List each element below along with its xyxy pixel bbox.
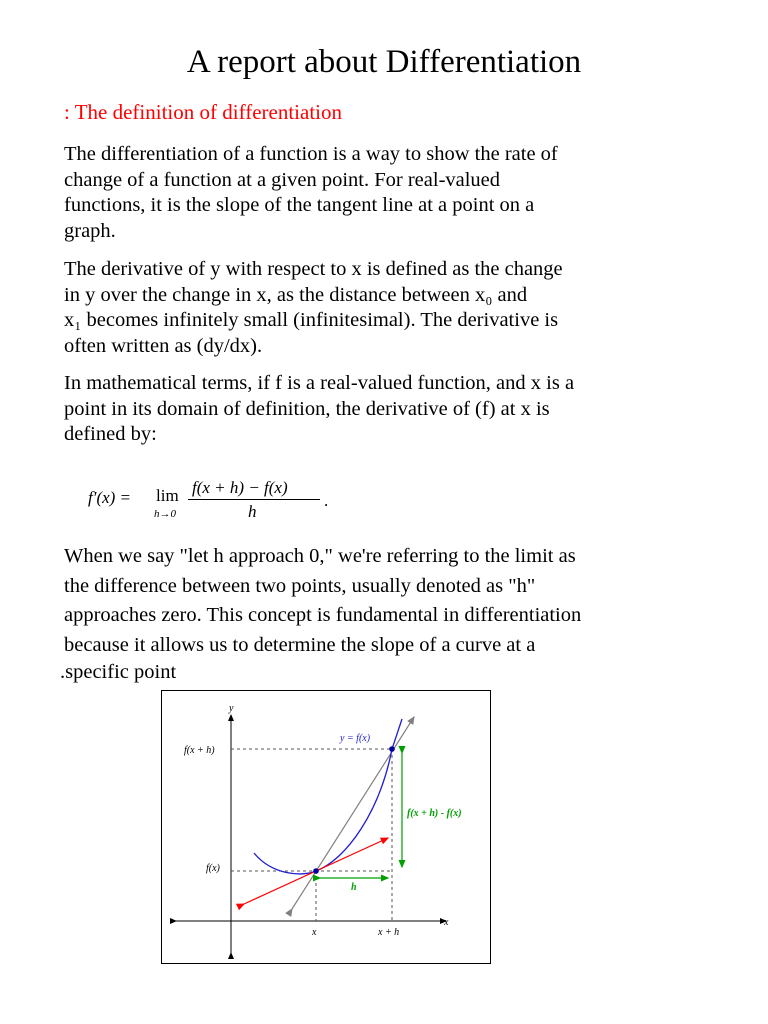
text-line: often written as (dy/dx).: [64, 334, 263, 357]
function-curve: [254, 719, 402, 874]
h-label: h: [351, 882, 357, 893]
diff-label: f(x + h) - f(x): [407, 808, 462, 819]
x-tick-label: x: [312, 927, 317, 938]
formula-lim: lim: [156, 486, 179, 505]
y-axis-label: y: [229, 703, 234, 714]
paragraph-derivative: [64, 257, 664, 359]
text-line: approaches zero. This concept is fundamental in differentiation: [64, 604, 582, 626]
point-xh: [389, 746, 395, 752]
paragraph-definition: [64, 142, 664, 244]
x-axis-label: x: [444, 917, 449, 928]
point-x: [313, 868, 319, 874]
text-line: x₁ becomes infinitely small (infinitesimal). The derivative is: [64, 309, 559, 331]
xh-tick-label: x + h: [378, 927, 400, 938]
fraction-bar: [188, 499, 320, 500]
text-line: the difference between two points, usually denoted as "h": [64, 574, 536, 597]
text-line: change of a function at a given point. For real-valued: [64, 168, 501, 191]
text-line: In mathematical terms, if f is a real-valued function, and x is a: [64, 372, 575, 394]
text-line: graph.: [64, 219, 116, 242]
formula-period: .: [324, 491, 329, 510]
derivative-formula: [88, 474, 348, 524]
formula-denominator: h: [248, 502, 257, 521]
fx-label: f(x): [206, 863, 220, 874]
formula-lhs: f′(x) =: [88, 488, 132, 507]
text-line: point in its domain of definition, the derivative of (f) at x is: [64, 397, 550, 420]
curve-label: y = f(x): [340, 733, 371, 744]
diagram-svg: [162, 691, 492, 965]
text-line: The differentiation of a function is a way to show the rate of: [64, 143, 558, 165]
formula-lim-subscript: h→0: [154, 508, 176, 520]
paragraph-limit: [64, 542, 664, 660]
secant-line: [292, 717, 414, 909]
text-line: in y over the change in x, as the distance between x₀ and: [64, 283, 528, 306]
text-line: functions, it is the slope of the tangent line at a point on a: [64, 194, 535, 216]
text-line: When we say "let h approach 0," we're referring to the limit as: [64, 545, 576, 567]
text-line: defined by:: [64, 423, 157, 445]
document-title: A report about Differentiation: [186, 44, 582, 80]
derivative-diagram: [161, 690, 491, 964]
text-line: because it allows us to determine the slope of a curve at a: [64, 633, 536, 656]
fxh-label: f(x + h): [184, 745, 215, 756]
paragraph-math-terms: [64, 371, 664, 448]
text-line: The derivative of y with respect to x is defined as the change: [64, 258, 563, 280]
section-heading: : The definition of differentiation: [64, 100, 342, 124]
paragraph-limit-end: .specific point: [60, 661, 177, 683]
formula-numerator: f(x + h) − f(x): [192, 478, 288, 497]
